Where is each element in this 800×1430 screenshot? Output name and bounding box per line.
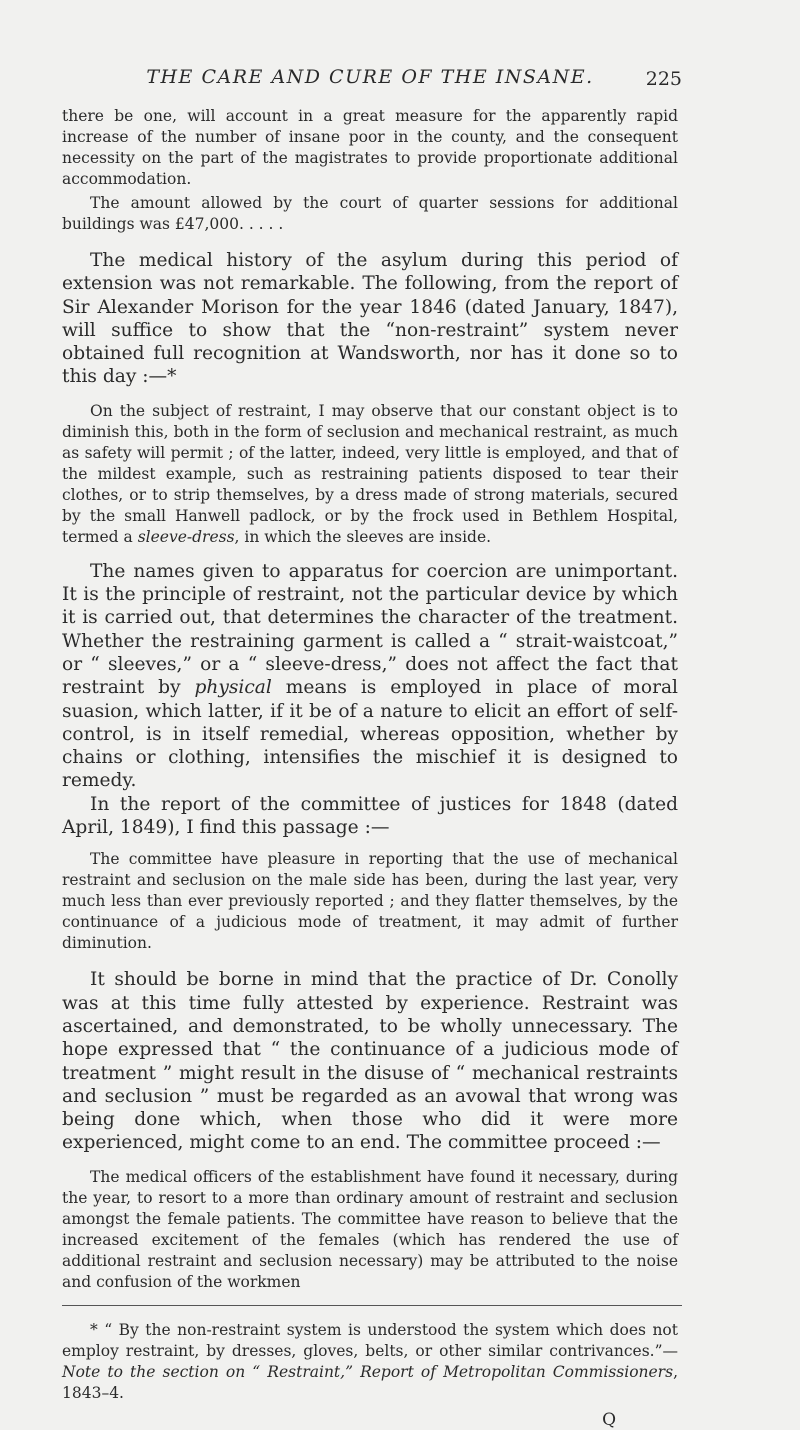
footnote-end: , 1843–4. [62,1362,678,1402]
italic-physical: physical [194,677,272,699]
quote-text-end: , in which the sleeves are inside. [234,527,492,546]
paragraph-amount: The amount allowed by the court of quarter sessions for additional buildings was £47,000. . . . . [62,194,678,233]
paragraph-continuation: there be one, will account in a great measure for the apparently rapid increase of the number of insane poor in the county, and the consequent necessity on the part of the magistrates to provide proportionate additional accommodation. [62,107,678,188]
page-number: 225 [645,68,682,90]
paragraph-medical-history: The medical history of the asylum during this period of extension was not remarkable. The following, from the report of Sir Alexander Morison for the year 1846 (dated January, 1847), will suffice to show that the “non-restraint” system never obtained full recognition at Wandsworth, nor has it done so to this day :—* [62,250,678,388]
footnote [62,1320,678,1404]
paragraph-conolly: It should be borne in mind that the practice of Dr. Conolly was at this time fully attested by experience. Restraint was ascertained, and demonstrated, to be wholly unnecessary. The hope expressed that “ the continuance of a judicious mode of treatment ” might result in the disuse of “ mechanical restraints and seclusion ” must be regarded as an avowal that wrong was being done which, when those who did it were more experienced, might come to an end. The committee proceed :— [62,969,678,1154]
paragraph-coercion [62,560,678,793]
header-title: THE CARE AND CURE OF THE INSANE. [146,66,594,88]
quote-morison-report [62,401,678,548]
footnote-citation: Note to the section on “ Restraint,” Report of Metropolitan Commissioners [62,1362,674,1381]
paragraph-text: The names given to apparatus for coercion are unimportant. It is the principle of restraint, not the particular device by which it is carried out, that determines the character of the treatment. Whether the restraining garment is called a “ strait-waistcoat,” or “ sleeves,” or a “ sleeve-dress,” does not affect the fact that restraint by [62,560,678,699]
quote-committee: The committee have pleasure in reporting that the use of mechanical restraint and seclusion on the male side has been, during the last year, very much less than ever previously reported ; and they flatter themselves, by the continuance of a judicious mode of treatment, it may admit of further diminution. [62,850,678,953]
quote-text: On the subject of restraint, I may observe that our constant object is to diminish this, both in the form of seclusion and mechanical restraint, as much as safety will permit ; of the latter, indeed, very little is employed, and that of the mildest example, such as restraining patients disposed to tear their clothes, or to strip themselves, by a dress made of strong materials, secured by the small Hanwell padlock, or by the frock used in Bethlem Hospital, termed a [62,401,678,546]
footnote-text: * “ By the non-restraint system is understood the system which does not employ restraint, by dresses, gloves, belts, or other similar contrivances.”— [62,1320,678,1360]
page [62,62,682,1430]
quote-italic-term: sleeve-dress [137,527,235,546]
quote-medical-officers: The medical officers of the establishment have found it necessary, during the year, to resort to a more than ordinary amount of restraint and seclusion amongst the female patients. The committee have reason to believe that the increased excitement of the females (which has rendered the use of additional restraint and seclusion necessary) may be attributed to the noise and confusion of the workmen [62,1167,678,1291]
footnote-divider [62,1305,682,1306]
signature-mark: Q [602,1409,616,1430]
paragraph-text-end: means is employed in place of moral suasion, which latter, if it be of a nature to elicit an effort of self-control, is in itself remedial, whereas opposition, whether by chains or clothing, intensifies the mischief it is designed to remedy. [62,677,678,792]
running-header [62,62,682,92]
paragraph-committee-report: In the report of the committee of justices for 1848 (dated April, 1849), I find this passage :— [62,793,678,839]
